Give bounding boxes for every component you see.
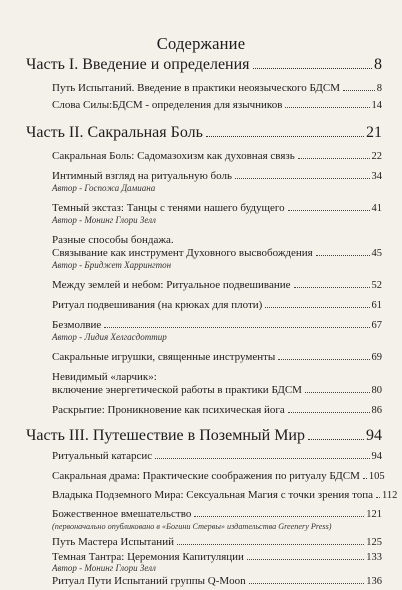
toc-entry <box>52 279 382 292</box>
entry-title: Сакральные игрушки, священные инструменты <box>52 351 276 363</box>
entry-page: 86 <box>371 405 382 416</box>
leader-dots <box>316 255 370 256</box>
entry-title: Ритуал Пути Испытаний группы Q-Moon <box>52 575 246 587</box>
part-title: Часть II. Сакральная Боль <box>26 124 203 141</box>
leader-dots <box>247 559 364 560</box>
leader-dots <box>155 458 369 459</box>
toc-title: Содержание <box>156 34 246 53</box>
entry-title-line1: Разные способы бондажа. <box>52 234 174 246</box>
leader-dots <box>206 136 364 137</box>
entry-author: Автор - Бриджет Харрингтон <box>52 260 172 270</box>
leader-dots <box>294 287 370 288</box>
leader-dots <box>104 327 369 328</box>
entry-title: Божественное вмешательство <box>52 508 192 520</box>
toc-entry <box>52 470 385 483</box>
entry-subtitle: Связывание как инструмент Духовного высвобождения <box>52 247 313 259</box>
leader-dots <box>376 497 380 498</box>
toc-entry <box>52 575 382 588</box>
entry-title: Ритуал подвешивания (на крюках для плоти) <box>52 299 263 311</box>
entry-page: 41 <box>371 203 382 214</box>
entry-page: 34 <box>371 171 382 182</box>
entry-author: Автор - Монинг Глори Зелл <box>52 215 156 225</box>
entry-title: Между землей и небом: Ритуальное подвешивание <box>52 279 291 291</box>
entry-page: 52 <box>371 280 382 291</box>
entry-page: 125 <box>366 537 382 548</box>
entry-page: 8 <box>376 83 382 94</box>
part-title: Часть III. Путешествие в Поземный Мир <box>26 427 305 444</box>
entry-page: 14 <box>371 100 382 111</box>
entry-page: 121 <box>366 509 382 520</box>
toc-entry <box>52 202 382 215</box>
entry-page: 22 <box>371 151 382 162</box>
part-heading-2 <box>26 124 382 142</box>
toc-entry <box>52 489 398 502</box>
part-page: 21 <box>366 124 382 141</box>
entry-title: Путь Мастера Испытаний <box>52 536 174 548</box>
entry-subtitle: включение энергетической работы в практики БДСМ <box>52 384 302 396</box>
entry-title: Ритуальный катарсис <box>52 450 153 462</box>
leader-dots <box>249 583 365 584</box>
toc-entry <box>52 404 382 417</box>
entry-author: Автор - Лидия Хелгасдоттир <box>52 332 167 342</box>
toc-entry <box>52 450 382 463</box>
entry-author: Автор - Монинг Глори Зелл <box>52 563 156 573</box>
toc-entry <box>52 508 382 521</box>
entry-page: 61 <box>371 300 382 311</box>
leader-dots <box>363 478 367 479</box>
entry-page: 45 <box>371 248 382 259</box>
leader-dots <box>343 90 375 91</box>
entry-title: Сакральная драма: Практические соображения по ритуалу БДСМ <box>52 470 360 482</box>
leader-dots <box>194 516 364 517</box>
entry-title: Темная Тантра: Церемония Капитуляции <box>52 551 244 563</box>
leader-dots <box>285 107 369 108</box>
part-page: 8 <box>374 56 382 73</box>
toc-entry <box>52 170 382 183</box>
leader-dots <box>253 68 372 69</box>
leader-dots <box>305 392 370 393</box>
entry-title: Сакральная Боль: Садомазохизм как духовная связь <box>52 150 295 162</box>
entry-title: Владыка Подземного Мира: Сексуальная Магия с точки зрения топа <box>52 489 373 501</box>
part-heading-3 <box>26 427 382 445</box>
entry-title: Слова Силы:БДСМ - определения для язычников <box>52 99 283 111</box>
part-title: Часть I. Введение и определения <box>26 56 250 73</box>
entry-author: Автор - Госпожа Дамиана <box>52 183 156 193</box>
entry-title: Путь Испытаний. Введение в практики неоязыческого БДСМ <box>52 82 340 94</box>
toc-entry <box>52 384 382 397</box>
toc-entry <box>52 299 382 312</box>
leader-dots <box>265 307 369 308</box>
leader-dots <box>288 412 370 413</box>
leader-dots <box>278 359 369 360</box>
toc-entry <box>52 319 382 332</box>
entry-page: 80 <box>371 385 382 396</box>
toc-entry <box>52 150 382 163</box>
leader-dots <box>235 178 369 179</box>
entry-title: Безмолвие <box>52 319 102 331</box>
entry-page: 94 <box>371 451 382 462</box>
part-heading-1 <box>26 56 382 74</box>
entry-title: Интимный взгляд на ритуальную боль <box>52 170 233 182</box>
leader-dots <box>177 544 364 545</box>
entry-page: 133 <box>366 552 382 563</box>
toc-entry <box>52 536 382 549</box>
entry-page: 112 <box>382 490 398 501</box>
entry-title: Темный экстаз: Танцы с тенями нашего будущего <box>52 202 285 214</box>
entry-page: 136 <box>366 576 382 587</box>
entry-page: 67 <box>371 320 382 331</box>
toc-entry <box>52 351 382 364</box>
entry-author: (первоначально опубликовано в «Богини Стервы» издательства Greenery Press) <box>52 522 332 531</box>
toc-entry <box>52 99 382 112</box>
toc-entry <box>52 247 382 260</box>
entry-page: 105 <box>368 471 385 482</box>
leader-dots <box>308 439 364 440</box>
entry-page: 69 <box>371 352 382 363</box>
entry-title-line1: Невидимый «ларчик»: <box>52 371 157 383</box>
part-page: 94 <box>366 427 382 444</box>
leader-dots <box>288 210 370 211</box>
toc-entry <box>52 82 382 95</box>
entry-title: Раскрытие: Проникновение как психическая йога <box>52 404 285 416</box>
leader-dots <box>298 158 370 159</box>
